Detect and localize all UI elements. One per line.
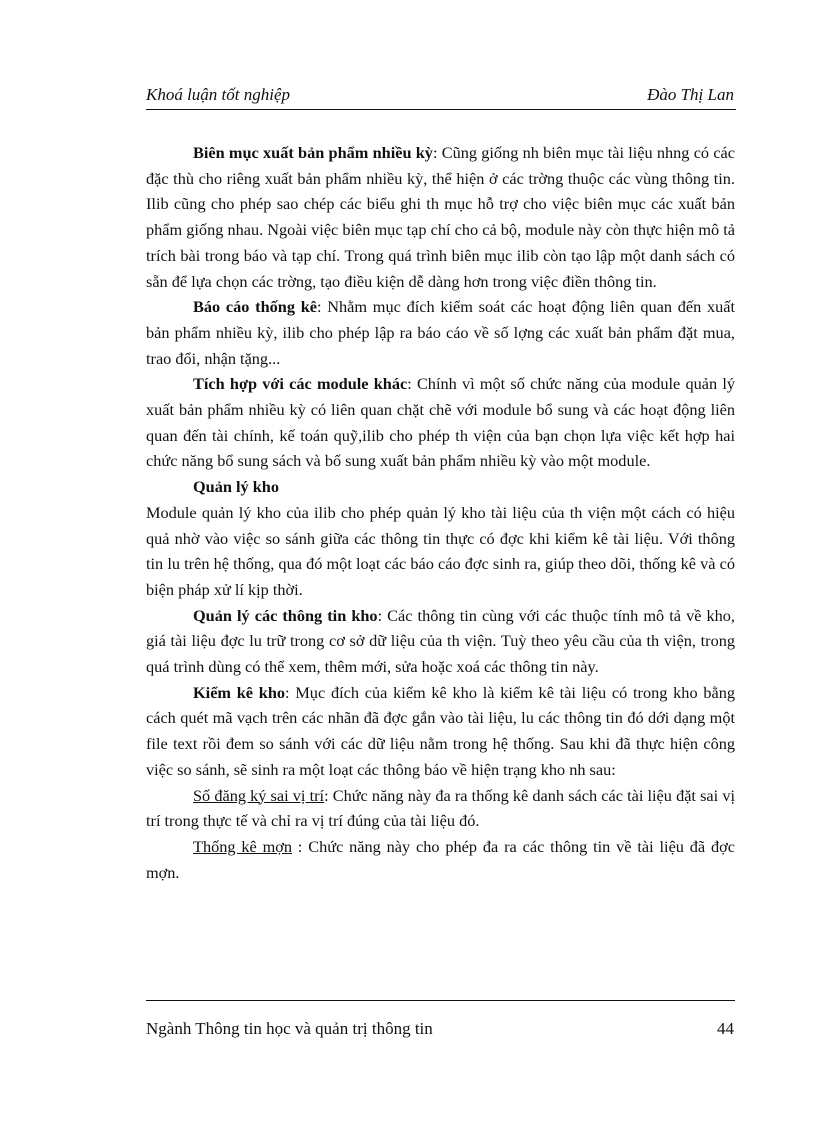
term-inventory-info: Quản lý các thông tin kho bbox=[193, 605, 378, 625]
paragraph-module-integration bbox=[146, 371, 735, 474]
heading-inventory-management: Quản lý kho bbox=[193, 477, 279, 497]
footer-rule bbox=[146, 1000, 735, 1001]
paragraph-stocktaking bbox=[146, 680, 735, 783]
page-header bbox=[146, 84, 734, 110]
paragraph-text: : Cũng giống nh biên mục tài liệu nhng có các đặc thù cho riêng xuất bản phẩm nhiều kỳ, thể hiện ở các trờng thuộc các vùng thông tin. Ilib cũng cho phép sao chép các biểu ghi th mục hỗ trợ cho việc biên mục các xuất bản phẩm giống nhau. Ngoài việc biên mục tạp chí cho cả bộ, module này còn thực hiện mô tả trích bài trong báo và tạp chí. Trong quá trình biên mục ilib còn tạo lập một danh sách có sẵn để lựa chọn các trờng, tạo điều kiện dễ dàng hơn trong việc điền thông tin. bbox=[146, 143, 735, 291]
page-footer bbox=[146, 1018, 734, 1042]
term-misplaced-registry: Số đăng ký sai vị trí bbox=[193, 785, 325, 805]
paragraph-inventory-intro bbox=[146, 500, 735, 603]
paragraph-misplaced-items bbox=[146, 783, 735, 834]
paragraph-text: : Chính vì một số chức năng của module quản lý xuất bản phẩm nhiều kỳ có liên quan chặt chẽ với module bổ sung và các hoạt động liên quan đến tài chính, kế toán quỹ,ilib cho phép th viện của bạn chọn lựa việc kết hợp hai chức năng bổ sung sách và bổ sung xuất bản phẩm nhiều kỳ vào một module. bbox=[146, 374, 736, 471]
section-heading-inventory bbox=[146, 474, 735, 500]
paragraph-text: : Chức năng này cho phép đa ra các thông tin về tài liệu đã đợc mợn. bbox=[146, 836, 735, 882]
paragraph-text: Module quản lý kho của ilib cho phép quản lý kho tài liệu của th viện một cách có hiệu quả nhờ vào việc so sánh giữa các thông tin thực có đợc khi kiểm kê tài liệu. Với thông tin lu trên hệ thống, qua đó một loạt các báo cáo đợc sinh ra, giúp theo dõi, thống kê và có biện pháp xử lí kịp thời. bbox=[146, 502, 735, 599]
paragraph-text: : Các thông tin cùng với các thuộc tính mô tả về kho, giá tài liệu đợc lu trữ trong cơ sở dữ liệu của th viện. Tuỳ theo yêu cầu của th viện, trong quá trình dùng có thể xem, thêm mới, sửa hoặc xoá các thông tin này. bbox=[146, 605, 736, 677]
paragraph-inventory-info bbox=[146, 603, 735, 680]
term-module-integration: Tích hợp với các module khác bbox=[193, 374, 408, 394]
paragraph-statistics-report bbox=[146, 294, 735, 371]
paragraph-text: : Mục đích của kiểm kê kho là kiểm kê tài liệu có trong kho bằng cách quét mã vạch trên các nhãn đã đợc gắn vào tài liệu, lu các thông tin đó dới dạng một file text rồi đem so sánh với các dữ liệu nằm trong hệ thống. Sau khi đã thực hiện công việc so sánh, sẽ sinh ra một loạt các thông báo về hiện trạng kho nh sau: bbox=[146, 682, 735, 779]
term-stocktaking: Kiểm kê kho bbox=[193, 682, 286, 702]
paragraph-text: : Chức năng này đa ra thống kê danh sách các tài liệu đặt sai vị trí trong thực tế và chỉ ra vị trí đúng của tài liệu đó. bbox=[146, 785, 735, 831]
term-loan-statistics: Thống kê mợn bbox=[193, 836, 293, 856]
page-number: 44 bbox=[717, 1019, 734, 1038]
footer-department: Ngành Thông tin học và quản trị thông tin bbox=[146, 1019, 433, 1038]
term-serials-cataloging: Biên mục xuất bản phẩm nhiều kỳ bbox=[193, 143, 433, 162]
header-author: Đào Thị Lan bbox=[647, 85, 734, 104]
header-thesis-title: Khoá luận tốt nghiệp bbox=[146, 85, 291, 104]
paragraph-text: : Nhằm mục đích kiểm soát các hoạt động liên quan đến xuất bản phẩm nhiều kỳ, ilib cho phép lập ra báo cáo về số lợng các xuất bản phẩm đặt mua, trao đổi, nhận tặng... bbox=[146, 297, 735, 368]
header-rule bbox=[146, 109, 736, 110]
paragraph-serials-cataloging bbox=[146, 140, 735, 294]
paragraph-loan-statistics bbox=[146, 834, 735, 885]
body-text bbox=[146, 140, 735, 885]
term-statistics-report: Báo cáo thống kê bbox=[193, 297, 317, 317]
